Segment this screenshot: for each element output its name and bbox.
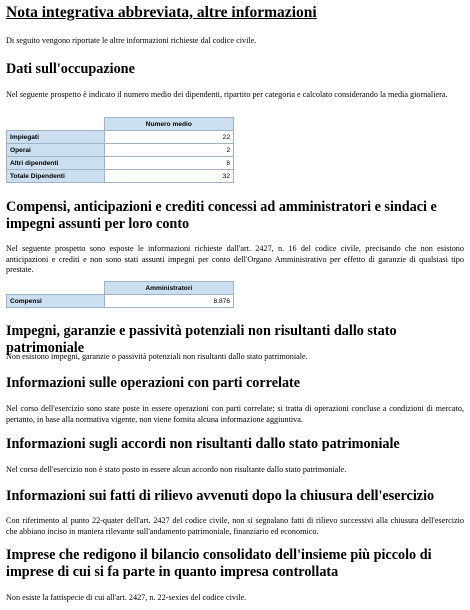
row-label: Compensi <box>7 295 105 308</box>
row-value: 8 <box>104 157 233 170</box>
page-title: Nota integrativa abbreviata, altre informazioni <box>6 4 317 21</box>
imprese-paragraph: Non esiste la fattispecie di cui all'art. 2427, n. 22-sexies del codice civile. <box>6 593 247 602</box>
parti-correlate-paragraph: Nel corso dell'esercizio sono state poste in essere operazioni con parti correlate; si tratta di operazioni concluse a condizioni di mercato, pertanto, in base alla normativa vigente, non viene fornita alcuna informazione aggiuntiva. <box>6 404 464 424</box>
table-row <box>7 157 234 170</box>
compensi-table <box>6 281 234 308</box>
occupazione-paragraph: Nel seguente prospetto è indicato il numero medio dei dipendenti, ripartito per categoria e calcolato considerando la media giornaliera. <box>6 90 448 99</box>
table-corner-cell <box>7 118 105 131</box>
section-heading-imprese: Imprese che redigono il bilancio consolidato dell'insieme più piccolo di imprese di cui si fa parte in quanto impresa controllata <box>6 547 432 580</box>
occupazione-table <box>6 117 234 183</box>
section-heading-impegni: Impegni, garanzie e passività potenziali non risultanti dallo stato patrimoniale <box>6 323 397 356</box>
table-row <box>7 295 234 308</box>
compensi-paragraph: Nel seguente prospetto sono esposte le informazioni richieste dall'art. 2427, n. 16 del codice civile, precisando che non esistono anticipazioni e crediti e non sono stati assunti impegni per conto dell'Organo Amministrativo per effetto di garanzie di qualsiasi tipo prestate. <box>6 244 464 274</box>
table-corner-cell <box>7 282 105 295</box>
row-value: 2 <box>104 144 233 157</box>
row-label: Totale Dipendenti <box>7 170 105 183</box>
section-heading-parti-correlate: Informazioni sulle operazioni con parti correlate <box>6 375 301 391</box>
row-label: Operai <box>7 144 105 157</box>
intro-paragraph: Di seguito vengono riportate le altre informazioni richieste dal codice civile. <box>6 36 257 45</box>
row-value: 32 <box>104 170 233 183</box>
row-label: Altri dipendenti <box>7 157 105 170</box>
section-heading-compensi: Compensi, anticipazioni e crediti concessi ad amministratori e sindaci e impegni assunti per loro conto <box>6 199 437 232</box>
table-row <box>7 131 234 144</box>
row-value: 8.876 <box>104 295 233 308</box>
row-label: Impiegati <box>7 131 105 144</box>
section-heading-fatti-rilievo: Informazioni sui fatti di rilievo avvenuti dopo la chiusura dell'esercizio <box>6 488 435 504</box>
section-heading-accordi: Informazioni sugli accordi non risultanti dallo stato patrimoniale <box>6 436 400 452</box>
table-row <box>7 144 234 157</box>
column-header-amministratori: Amministratori <box>104 282 233 295</box>
column-header-numero-medio: Numero medio <box>104 118 233 131</box>
accordi-paragraph: Nel corso dell'esercizio non è stato posto in essere alcun accordo non risultante dallo stato patrimoniale. <box>6 465 347 474</box>
row-value: 22 <box>104 131 233 144</box>
impegni-paragraph: Non esistono impegni, garanzie o passività potenziali non risultanti dallo stato patrimoniale. <box>6 352 308 361</box>
table-row <box>7 170 234 183</box>
section-heading-occupazione: Dati sull'occupazione <box>6 61 135 77</box>
fatti-rilievo-paragraph: Con riferimento al punto 22-quater dell'art. 2427 del codice civile, non si segnalano fatti di rilievo successivi alla chiusura dell'esercizio che abbiano inciso in maniera rilevante sull'andamento patrimoniale, finanziario ed economico. <box>6 516 464 536</box>
